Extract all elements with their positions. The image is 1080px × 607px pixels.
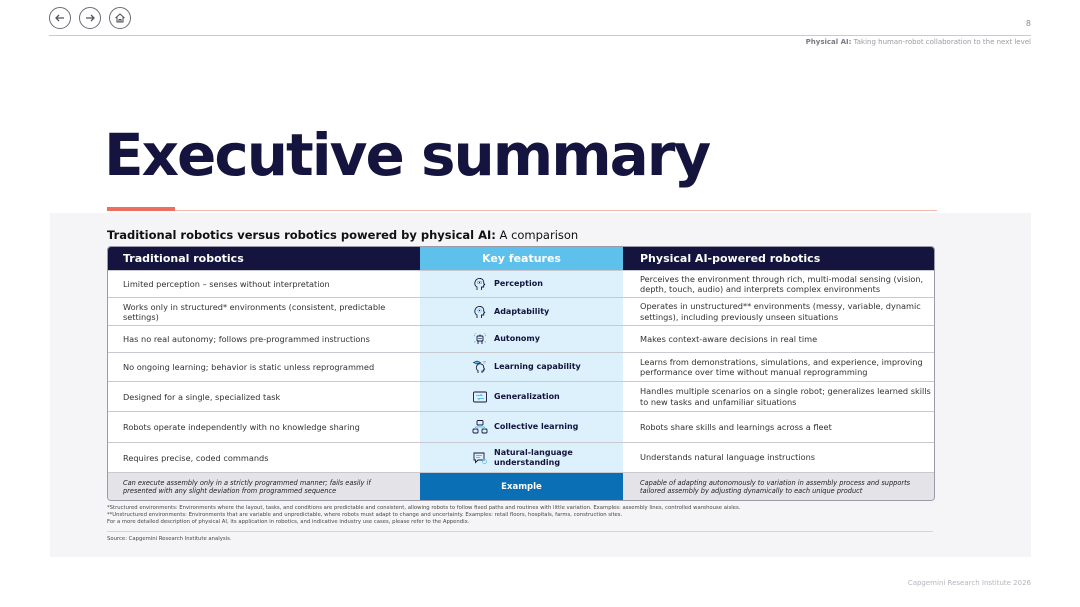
footnote-divider xyxy=(107,531,933,532)
table-row xyxy=(108,352,934,381)
physical-ai-cell: Makes context-aware decisions in real time xyxy=(640,333,818,344)
page-number: 8 xyxy=(1025,19,1031,28)
example-traditional-cell: Can execute assembly only in a strictly programmed manner; fails easily if presented with any slight deviation from programmed sequence xyxy=(108,473,420,501)
table-row xyxy=(108,442,934,472)
table-row xyxy=(108,325,934,352)
chat-bubble-icon xyxy=(472,450,488,466)
home-button[interactable] xyxy=(109,7,131,29)
feature-label: Generalization xyxy=(494,391,560,401)
document-title-rest: Taking human-robot collaboration to the next level xyxy=(851,38,1031,46)
feature-cell xyxy=(420,298,623,325)
physical-ai-cell: Handles multiple scenarios on a single robot; generalizes learned skills to new tasks and unfamiliar situations xyxy=(640,386,931,407)
feature-cell xyxy=(420,443,623,472)
physical-ai-cell: Robots share skills and learnings across a fleet xyxy=(640,421,832,432)
comparison-table xyxy=(107,246,935,501)
traditional-cell: No ongoing learning; behavior is static unless reprogrammed xyxy=(123,362,375,372)
header-physical-ai: Physical AI-powered robotics xyxy=(623,247,934,270)
table-row xyxy=(108,297,934,325)
physical-ai-cell: Understands natural language instructions xyxy=(640,452,816,463)
arrow-left-icon xyxy=(54,12,66,24)
accent-bar xyxy=(107,207,175,211)
table-caption xyxy=(107,228,578,242)
feature-cell xyxy=(420,326,623,352)
back-button[interactable] xyxy=(49,7,71,29)
footnote-appendix: For a more detailed description of physical AI, its application in robotics, and indicative industry use cases, please refer to the Appendix. xyxy=(107,518,470,525)
example-label: Example xyxy=(420,473,623,501)
example-row xyxy=(108,472,934,501)
robot-sparkle-icon xyxy=(472,331,488,347)
eye-head-icon xyxy=(472,276,488,292)
traditional-cell: Limited perception – senses without interpretation xyxy=(123,279,330,289)
feature-label: Adaptability xyxy=(494,306,550,316)
physical-ai-cell: Operates in unstructured** environments (messy, variable, dynamic settings), including previously unseen situations xyxy=(640,301,921,322)
feature-cell xyxy=(420,353,623,381)
footer-credit: Capgemini Research Institute 2026 xyxy=(907,579,1031,587)
accent-line xyxy=(175,210,937,211)
brain-gear-icon xyxy=(472,304,488,320)
source-note: Source: Capgemini Research Institute analysis. xyxy=(107,536,232,542)
robot-network-icon xyxy=(472,419,488,435)
physical-ai-cell: Perceives the environment through rich, multi-modal sensing (vision, depth, touch, audio) and interprets complex environments xyxy=(640,273,924,294)
document-title-bold: Physical AI: xyxy=(805,38,852,46)
traditional-cell: Works only in structured* environments (consistent, predictable settings) xyxy=(123,301,386,322)
table-caption-rest: A comparison xyxy=(495,228,579,242)
navigation-bar xyxy=(49,7,131,29)
top-divider xyxy=(49,35,1031,36)
feature-label: Perception xyxy=(494,279,543,289)
feature-label: Learning capability xyxy=(494,362,581,372)
table-row xyxy=(108,411,934,442)
feature-label: Collective learning xyxy=(494,422,579,432)
document-title xyxy=(806,38,1031,46)
arrow-right-icon xyxy=(84,12,96,24)
header-traditional: Traditional robotics xyxy=(108,247,420,270)
footnote-unstructured: **Unstructured environments: Environments that are variable and unpredictable, where robots must adapt to change and uncertainty. Examples: retail floors, hospitals, farms, construction sites. xyxy=(107,511,623,518)
traditional-cell: Robots operate independently with no knowledge sharing xyxy=(123,422,360,432)
table-caption-bold: Traditional robotics versus robotics powered by physical AI: xyxy=(107,228,496,242)
traditional-cell: Requires precise, coded commands xyxy=(123,452,269,463)
forward-button[interactable] xyxy=(79,7,101,29)
traditional-cell: Has no real autonomy; follows pre-programmed instructions xyxy=(123,334,370,344)
footnote-structured: *Structured environments: Environments where the layout, tasks, and conditions are predictable and consistent, allowing robots to follow fixed paths and routines with little variation. Examples: assembly lines, controlled warehouse aisles. xyxy=(107,505,741,511)
feature-label: Autonomy xyxy=(494,334,540,344)
home-icon xyxy=(114,12,126,24)
feature-cell xyxy=(420,271,623,297)
table-header-row xyxy=(108,247,934,270)
example-physical-ai-cell: Capable of adapting autonomously to variation in assembly process and supports tailored assembly by adjusting dynamically to each unique product xyxy=(623,473,934,501)
header-key-features: Key features xyxy=(420,247,623,270)
learning-head-icon xyxy=(472,359,488,375)
feature-cell xyxy=(420,382,623,411)
feature-label: Natural-language understanding xyxy=(494,448,573,467)
page-title: Executive summary xyxy=(104,121,710,189)
table-row xyxy=(108,270,934,297)
traditional-cell: Designed for a single, specialized task xyxy=(123,391,281,402)
tasks-swap-icon xyxy=(472,389,488,405)
table-row xyxy=(108,381,934,411)
feature-cell xyxy=(420,412,623,442)
physical-ai-cell: Learns from demonstrations, simulations, and experience, improving performance over time without manual reprogramming xyxy=(640,356,923,377)
footnotes xyxy=(107,505,740,526)
